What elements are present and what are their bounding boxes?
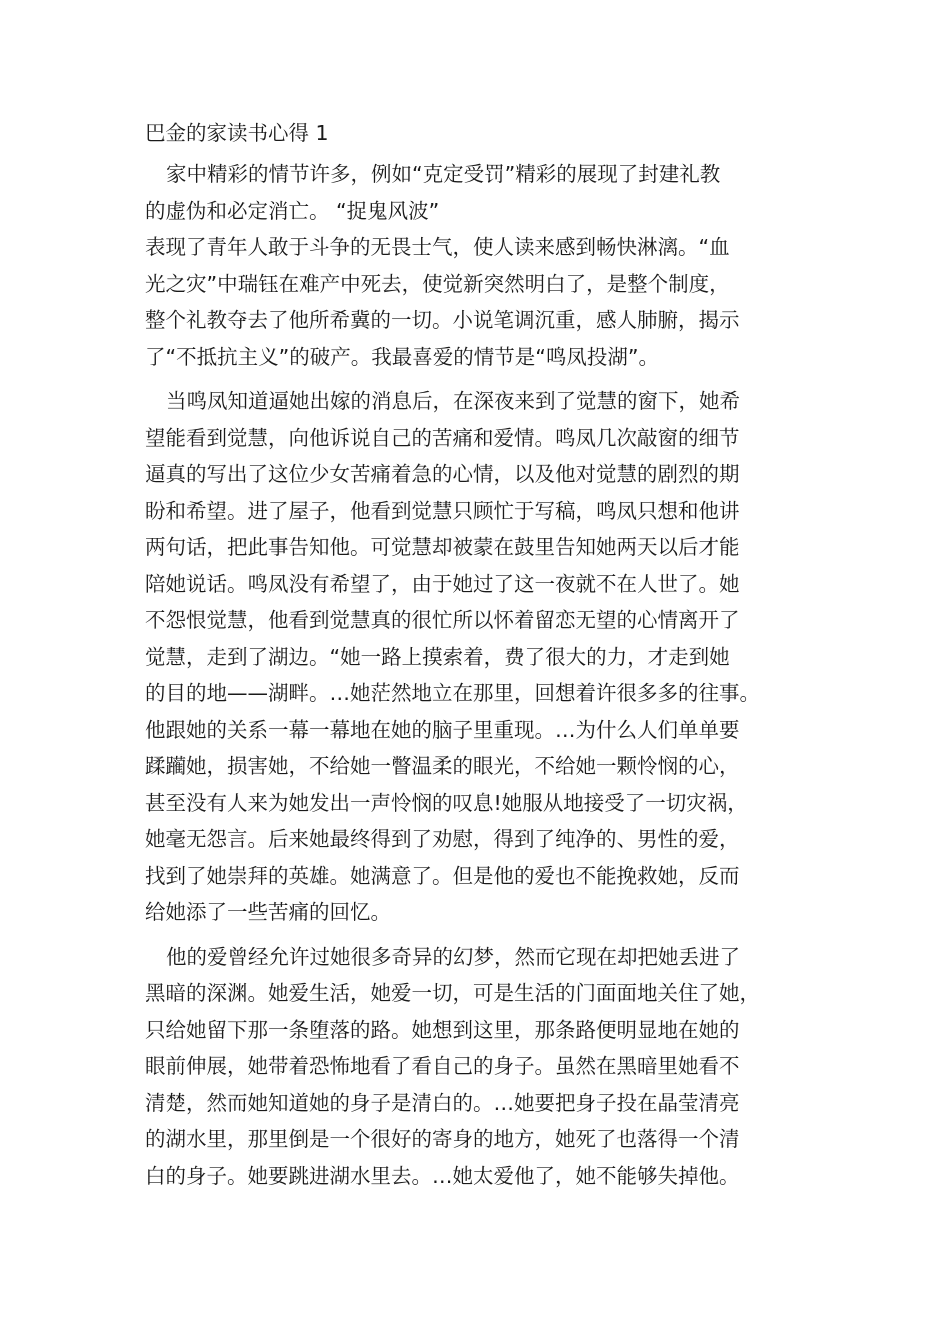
- text-line: 逼真的写出了这位少女苦痛着急的心情，以及他对觉慧的剧烈的期: [145, 462, 740, 486]
- text-line: 她毫无怨言。后来她最终得到了劝慰，得到了纯净的、男性的爱，: [145, 827, 740, 851]
- text-line: 表现了青年人敢于斗争的无畏士气，使人读来感到畅快淋漓。“血: [145, 235, 730, 259]
- text-line: 当鸣凤知道逼她出嫁的消息后，在深夜来到了觉慧的窗下，她希: [166, 389, 740, 413]
- text-line: 白的身子。她要跳进湖水里去。…她太爱他了，她不能够失掉他。: [145, 1163, 740, 1188]
- text-line: 眼前伸展，她带着恐怖地看了看自己的身子。虽然在黑暗里她看不: [145, 1054, 740, 1078]
- paragraph-2: [145, 383, 810, 931]
- text-line: 陪她说话。鸣凤没有希望了，由于她过了这一夜就不在人世了。她: [145, 571, 740, 596]
- text-line: 盼和希望。进了屋子，他看到觉慧只顾忙于写稿，鸣凤只想和他讲: [145, 498, 740, 523]
- document-title: 巴金的家读书心得 1: [145, 121, 329, 145]
- text-line: 不怨恨觉慧，他看到觉慧真的很忙所以怀着留恋无望的心情离开了: [145, 608, 740, 632]
- text-line: 甚至没有人来为她发出一声怜悯的叹息!她服从地接受了一切灾祸，: [145, 790, 748, 815]
- text-line: 了“不抵抗主义”的破产。我最喜爱的情节是“鸣凤投湖”。: [145, 344, 659, 369]
- text-line: 蹂躏她，损害她，不给她一瞥温柔的眼光，不给她一颗怜悯的心，: [145, 754, 740, 778]
- text-line: 光之灾”中瑞钰在难产中死去，使觉新突然明白了，是整个制度，: [145, 271, 730, 296]
- text-line: 清楚，然而她知道她的身子是清白的。…她要把身子投在晶莹清亮: [145, 1090, 740, 1115]
- text-line: 黑暗的深渊。她爱生活，她爱一切，可是生活的门面面地关住了她，: [145, 981, 760, 1005]
- text-line: 两句话，把此事告知他。可觉慧却被蒙在鼓里告知她两天以后才能: [145, 535, 740, 559]
- text-line: 的湖水里，那里倒是一个很好的寄身的地方，她死了也落得一个清: [145, 1127, 740, 1151]
- text-line: 他的爱曾经允许过她很多奇异的幻梦，然而它现在却把她丢进了: [166, 944, 740, 969]
- text-line: 的目的地——湖畔。…她茫然地立在那里，回想着许很多多的往事。: [145, 681, 760, 705]
- text-line: 找到了她崇拜的英雄。她满意了。但是他的爱也不能挽救她，反而: [145, 863, 740, 888]
- text-line: 给她添了一些苦痛的回忆。: [145, 900, 391, 924]
- text-line: 只给她留下那一条堕落的路。她想到这里，那条路便明显地在她的: [145, 1017, 740, 1042]
- document-body: [145, 118, 810, 1202]
- text-line: 的虚伪和必定消亡。 “捉鬼风波”: [145, 198, 440, 223]
- text-line: 家中精彩的情节许多，例如“克定受罚”精彩的展现了封建礼教: [166, 162, 721, 186]
- text-line: 整个礼教夺去了他所希冀的一切。小说笔调沉重，感人肺腑，揭示: [145, 308, 740, 332]
- text-line: 觉慧，走到了湖边。“她一路上摸索着，费了很大的力，才走到她: [145, 644, 730, 669]
- paragraph-1: [145, 156, 810, 375]
- text-line: 他跟她的关系一幕一幕地在她的脑子里重现。…为什么人们单单要: [145, 717, 740, 742]
- paragraph-3: [145, 939, 810, 1195]
- text-line: 望能看到觉慧，向他诉说自己的苦痛和爱情。鸣凤几次敲窗的细节: [145, 425, 740, 450]
